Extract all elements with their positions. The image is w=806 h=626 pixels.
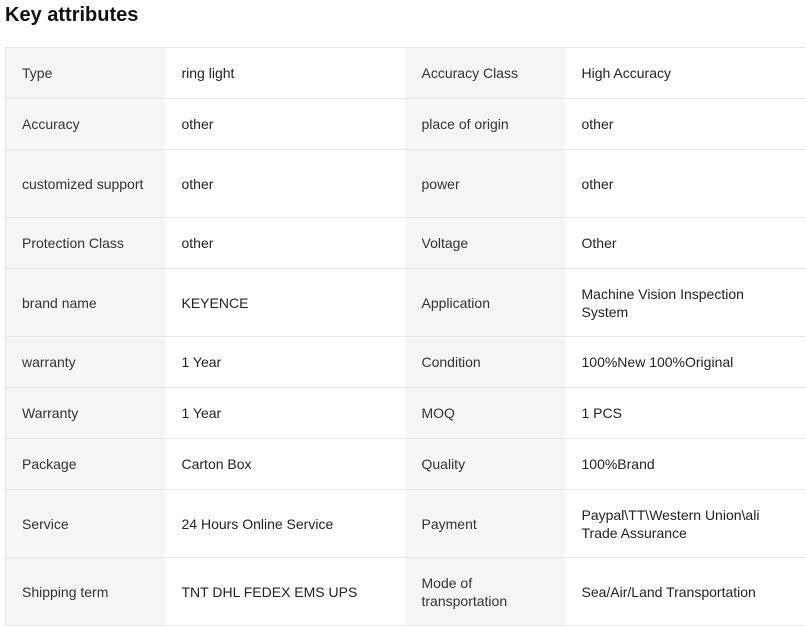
attribute-name: warranty [6, 337, 166, 388]
attribute-name: Payment [406, 490, 566, 558]
attribute-value: 1 PCS [566, 388, 806, 439]
attribute-value: TNT DHL FEDEX EMS UPS [166, 558, 406, 626]
table-row [6, 439, 806, 490]
attribute-value: Machine Vision Inspection System [566, 269, 806, 337]
attribute-name: Warranty [6, 388, 166, 439]
attribute-value: 1 Year [166, 337, 406, 388]
table-row [6, 218, 806, 269]
attribute-name: Shipping term [6, 558, 166, 626]
table-row [6, 490, 806, 558]
attribute-value: ring light [166, 48, 406, 99]
attribute-name: Voltage [406, 218, 566, 269]
attribute-name: Accuracy Class [406, 48, 566, 99]
attribute-value: 100%New 100%Original [566, 337, 806, 388]
table-row [6, 99, 806, 150]
attribute-value: other [166, 218, 406, 269]
attribute-value: Carton Box [166, 439, 406, 490]
attribute-value: 24 Hours Online Service [166, 490, 406, 558]
attribute-name: Quality [406, 439, 566, 490]
attribute-value: Other [566, 218, 806, 269]
attribute-name: Accuracy [6, 99, 166, 150]
table-row [6, 48, 806, 99]
attribute-value: other [166, 150, 406, 218]
table-row [6, 269, 806, 337]
attribute-name: Package [6, 439, 166, 490]
table-row [6, 388, 806, 439]
table-row [6, 337, 806, 388]
attribute-name: power [406, 150, 566, 218]
attribute-value: Paypal\TT\Western Union\ali Trade Assurance [566, 490, 806, 558]
attribute-value: other [566, 99, 806, 150]
attribute-value: other [166, 99, 406, 150]
table-row [6, 558, 806, 626]
section-title: Key attributes [5, 4, 139, 26]
key-attributes-table [5, 47, 806, 626]
attribute-name: customized support [6, 150, 166, 218]
attribute-value: Sea/Air/Land Transportation [566, 558, 806, 626]
attribute-name: MOQ [406, 388, 566, 439]
attribute-name: Application [406, 269, 566, 337]
attribute-name: Protection Class [6, 218, 166, 269]
attribute-value: 100%Brand [566, 439, 806, 490]
attribute-name: place of origin [406, 99, 566, 150]
table-row [6, 150, 806, 218]
attribute-name: Type [6, 48, 166, 99]
attribute-value: other [566, 150, 806, 218]
attribute-name: Service [6, 490, 166, 558]
attribute-name: brand name [6, 269, 166, 337]
attribute-name: Condition [406, 337, 566, 388]
attribute-name: Mode of transportation [406, 558, 566, 626]
attribute-value: High Accuracy [566, 48, 806, 99]
attribute-value: KEYENCE [166, 269, 406, 337]
attribute-value: 1 Year [166, 388, 406, 439]
